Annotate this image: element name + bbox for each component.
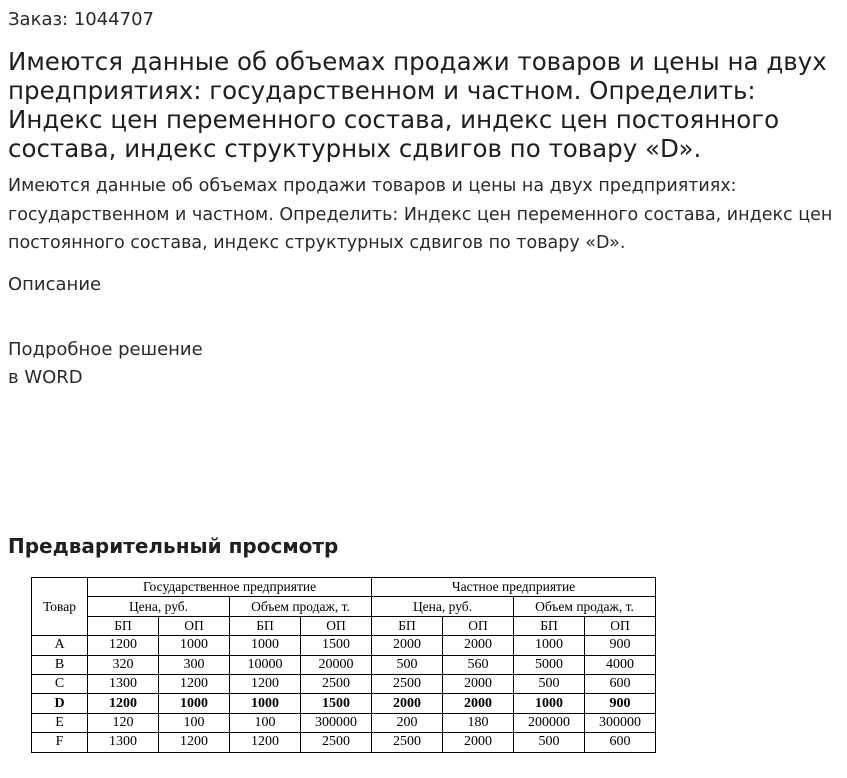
header-bp: БП [88,616,159,635]
product-cell: F [32,733,88,752]
value-cell: 1200 [159,733,230,752]
solution-info [8,336,203,392]
product-cell: E [32,713,88,732]
value-cell: 600 [585,674,656,693]
value-cell: 2500 [372,674,443,693]
value-cell: 560 [443,655,514,674]
value-cell: 2000 [372,636,443,655]
value-cell: 200 [372,713,443,732]
value-cell: 120 [88,713,159,732]
header-op: ОП [159,616,230,635]
table-row [32,674,656,693]
value-cell: 2000 [443,733,514,752]
value-cell: 180 [443,713,514,732]
value-cell: 500 [372,655,443,674]
value-cell: 1500 [301,694,372,713]
value-cell: 1000 [159,636,230,655]
value-cell: 1200 [88,694,159,713]
header-op: ОП [585,616,656,635]
product-cell: D [32,694,88,713]
header-product: Товар [32,578,88,636]
preview-image [31,577,656,753]
value-cell: 2000 [443,694,514,713]
value-cell: 2500 [372,733,443,752]
value-cell: 1000 [159,694,230,713]
product-cell: A [32,636,88,655]
header-state-price: Цена, руб. [88,597,230,616]
value-cell: 300000 [585,713,656,732]
value-cell: 200000 [514,713,585,732]
header-private-volume: Объем продаж, т. [514,597,656,616]
value-cell: 900 [585,636,656,655]
table-row [32,733,656,752]
value-cell: 2000 [372,694,443,713]
value-cell: 1000 [230,694,301,713]
header-bp: БП [514,616,585,635]
header-op: ОП [301,616,372,635]
value-cell: 2500 [301,733,372,752]
value-cell: 1200 [230,733,301,752]
preview-heading: Предварительный просмотр [8,534,339,558]
solution-line-1: Подробное решение [8,339,203,360]
value-cell: 100 [159,713,230,732]
header-private-enterprise: Частное предприятие [372,578,656,597]
value-cell: 1300 [88,733,159,752]
value-cell: 900 [585,694,656,713]
value-cell: 1000 [514,694,585,713]
product-cell: C [32,674,88,693]
header-op: ОП [443,616,514,635]
value-cell: 2000 [443,636,514,655]
value-cell: 1500 [301,636,372,655]
value-cell: 500 [514,674,585,693]
description-label: Описание [8,274,102,295]
value-cell: 500 [514,733,585,752]
data-table [31,577,656,753]
header-bp: БП [372,616,443,635]
solution-line-2: в WORD [8,367,83,388]
value-cell: 2000 [443,674,514,693]
value-cell: 1200 [230,674,301,693]
table-row [32,636,656,655]
value-cell: 1000 [514,636,585,655]
page-title: Имеются данные об объемах продажи товаров и цены на двух предприятиях: государственном и частном. Определить: Индекс цен переменного состава, индекс цен постоянного состава, индекс структурных сдвигов по товару «D». [8,47,827,163]
product-cell: B [32,655,88,674]
value-cell: 1200 [159,674,230,693]
value-cell: 5000 [514,655,585,674]
header-state-enterprise: Государственное предприятие [88,578,372,597]
value-cell: 10000 [230,655,301,674]
value-cell: 20000 [301,655,372,674]
header-bp: БП [230,616,301,635]
value-cell: 1200 [88,636,159,655]
header-private-price: Цена, руб. [372,597,514,616]
order-number: Заказ: 1044707 [8,9,154,30]
value-cell: 2500 [301,674,372,693]
value-cell: 300000 [301,713,372,732]
task-description: Имеются данные об объемах продажи товаров и цены на двух предприятиях: государственном и частном. Определить: Индекс цен переменного состава, индекс цен постоянного состава, индекс структурных сдвигов по товару «D». [8,176,833,253]
table-row [32,713,656,732]
value-cell: 4000 [585,655,656,674]
table-row [32,694,656,713]
value-cell: 600 [585,733,656,752]
value-cell: 300 [159,655,230,674]
value-cell: 320 [88,655,159,674]
value-cell: 1300 [88,674,159,693]
value-cell: 100 [230,713,301,732]
table-row [32,655,656,674]
header-state-volume: Объем продаж, т. [230,597,372,616]
value-cell: 1000 [230,636,301,655]
